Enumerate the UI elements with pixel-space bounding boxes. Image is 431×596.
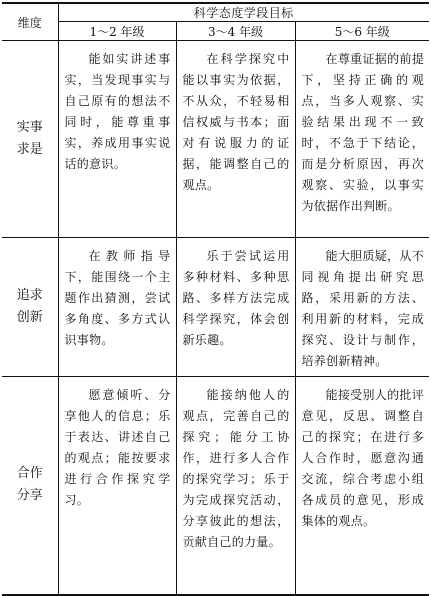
dimension-cell [2, 377, 58, 595]
stage-header-3-4: 3～4 年级 [176, 22, 295, 41]
goal-cell: 能如实讲述事实，当发现事实与自己原有的想法不同时，能尊重事实，养成用事实说话的意识。 [58, 41, 176, 238]
goal-cell: 乐于尝试运用多种材料、多种思路、多样方法完成科学探究，体会创新乐趣。 [176, 238, 295, 377]
table-row [2, 41, 429, 238]
table-row [2, 238, 429, 377]
stage-header-1-2: 1～2 年级 [58, 22, 176, 41]
science-attitude-goals-table [2, 2, 429, 596]
goal-cell: 能接受别人的批评意见，反思、调整自己的探究；在进行多人合作时，愿意沟通交流，综合考虑小组各成员的意见，形成集体的观点。 [295, 377, 429, 595]
goal-cell: 愿意倾听、分享他人的信息；乐于表达、讲述自己的观点；能按要求进行合作探究学习。 [58, 377, 176, 595]
dimension-cell [2, 41, 58, 238]
goal-cell: 在科学探究中能以事实为依据，不从众，不轻易相信权威与书本；面对有说服力的证据，能调整自己的观点。 [176, 41, 295, 238]
goal-cell: 在教师指导下，能围绕一个主题作出猜测，尝试多角度、多方式认识事物。 [58, 238, 176, 377]
table-title-row [2, 3, 429, 22]
goal-cell: 在尊重证据的前提下，坚持正确的观点，当多人观察、实验结果出现不一致时，不急于下结论，而是分析原因，再次观察、实验，以事实为依据作出判断。 [295, 41, 429, 238]
dimension-header: 维度 [2, 3, 58, 41]
table-title: 科学态度学段目标 [58, 3, 429, 22]
stage-header-row [2, 22, 429, 41]
dimension-cell [2, 238, 58, 377]
goal-cell: 能接纳他人的观点，完善自己的探究；能分工协作，进行多人合作的探究学习；乐于为完成探究活动，分享彼此的想法，贡献自己的力量。 [176, 377, 295, 595]
dimension-label: 实事求是 [16, 120, 43, 157]
goal-cell: 能大胆质疑，从不同视角提出研究思路，采用新的方法、利用新的材料，完成探究、设计与制作，培养创新精神。 [295, 238, 429, 377]
dimension-label: 合作分享 [16, 466, 43, 504]
table-row [2, 377, 429, 595]
stage-header-5-6: 5～6 年级 [295, 22, 429, 41]
dimension-label: 追求创新 [16, 288, 43, 325]
